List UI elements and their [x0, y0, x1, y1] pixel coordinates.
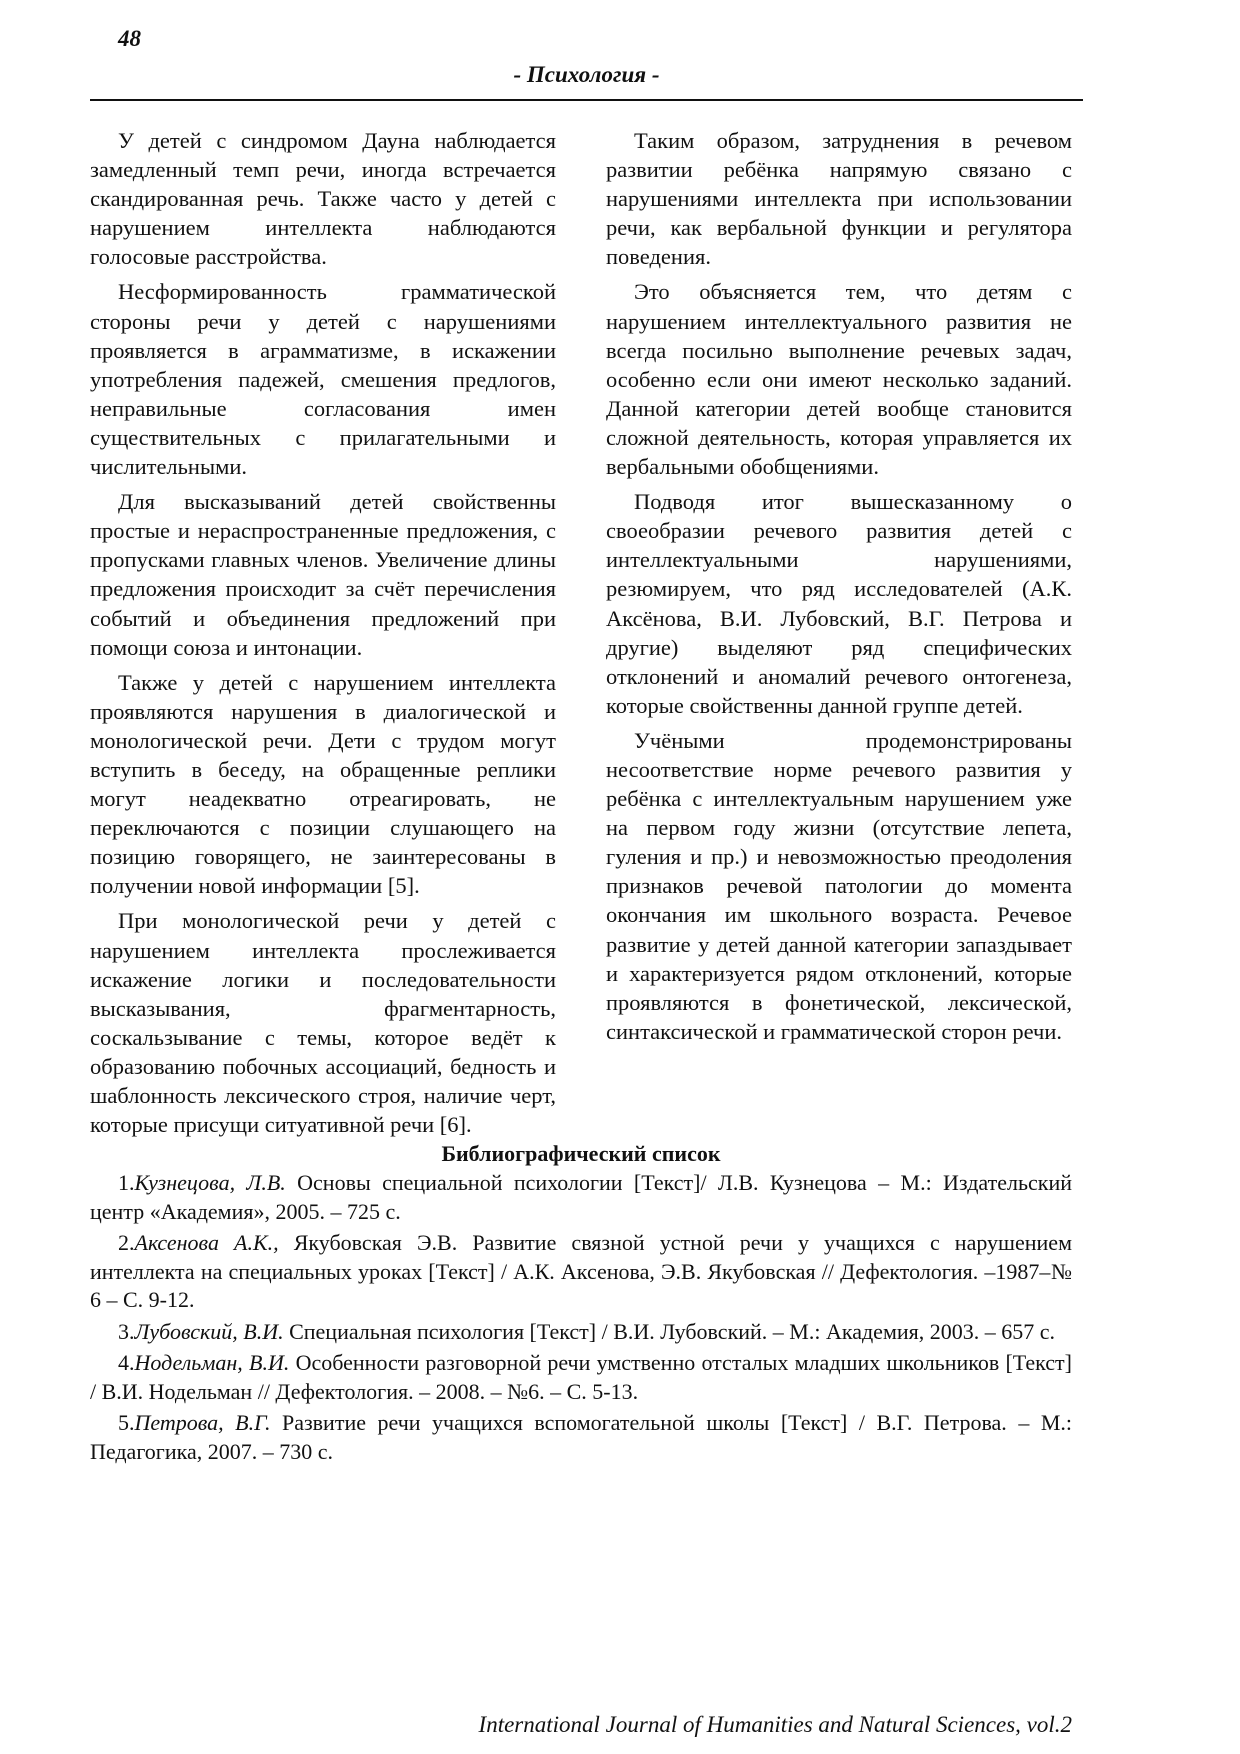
bibliography-item-number: 2.: [118, 1230, 135, 1255]
bibliography-item-text: Якубовская Э.В. Развитие связной устной речи у учащихся с нарушением интеллекта на специальных уроках [Текст] / А.К. Аксенова, Э.В. Якубовская // Дефектология. –1987–№ 6 – С. 9-12.: [90, 1230, 1072, 1312]
header-rule: [90, 99, 1083, 101]
page-number: 48: [118, 26, 141, 51]
bibliography-item-text: Особенности разговорной речи умственно отсталых младших школьников [Текст] / В.И. Нодельман // Дефектология. – 2008. – №6. – С. 5-13.: [90, 1350, 1072, 1404]
paragraph: Это объясняется тем, что детям с нарушением интеллектуального развития не всегда посильно выполнение речевых задач, особенно если они имеют несколько заданий. Данной категории детей вообще становится сложной деятельность, которая управляется их вербальными обобщениями.: [606, 279, 1072, 480]
bibliography-item-number: 1.: [118, 1170, 135, 1195]
bibliography-item-text: Основы специальной психологии [Текст]/ Л.В. Кузнецова – М.: Издательский центр «Академия», 2005. – 725 с.: [90, 1170, 1072, 1224]
paragraph: Также у детей с нарушением интеллекта проявляются нарушения в диалогической и монологической речи. Дети с трудом могут вступить в беседу, на обращенные реплики могут неадекватно отреагировать, не переключаются с позиции слушающего на позицию говорящего, не заинтересованы в получении новой информации [5].: [90, 669, 556, 899]
paragraph: При монологической речи у детей с нарушением интеллекта прослеживается искажение логики и последовательности высказывания, фрагментарность, соскальзывание с темы, которое ведёт к образованию побочных ассоциаций, бедность и шаблонность лексического строя, наличие черт, которые присущи ситуативной речи [6].: [90, 908, 556, 1138]
bibliography-item-author: Аксенова А.К.,: [134, 1230, 279, 1255]
bibliography-item-number: 4.: [118, 1350, 135, 1375]
journal-footer: International Journal of Humanities and Natural Sciences, vol.2: [478, 1712, 1072, 1737]
bibliography-item: [90, 1409, 1072, 1466]
paragraph: Для высказываний детей свойственны простые и нераспространенные предложения, с пропусками главных членов. Увеличение длины предложения происходит за счёт перечисления событий и объединения предложений при помощи союза и интонации.: [90, 489, 556, 660]
bibliography-item: [90, 1318, 1072, 1347]
paragraph: Учёными продемонстрированы несоответствие норме речевого развития у ребёнка с интеллектуальным нарушением уже на первом году жизни (отсутствие лепета, гуления и пр.) и невозможностью преодоления признаков речевой патологии до момента окончания им школьного возраста. Речевое развитие у детей данной категории запаздывает и характеризуется рядом отклонений, которые проявляются в фонетической, лексической, синтаксической и грамматической сторон речи.: [606, 727, 1072, 1044]
bibliography-item-author: Кузнецова, Л.В.: [134, 1170, 286, 1195]
paragraph: Несформированность грамматической стороны речи у детей с нарушениями проявляется в аграмматизме, в искажении употребления падежей, смешения предлогов, неправильные согласования имен существительных с прилагательными и числительными.: [90, 279, 556, 480]
bibliography-item: [90, 1349, 1072, 1406]
bibliography-item-author: Нодельман, В.И.: [134, 1350, 290, 1375]
paragraph: Подводя итог вышесказанному о своеобразии речевого развития детей с интеллектуальными нарушениями, резюмируем, что ряд исследователей (А.К. Аксёнова, В.И. Лубовский, В.Г. Петрова и другие) выделяют ряд специфических отклонений и аномалий речевого онтогенеза, которые свойственны данной группе детей.: [606, 489, 1072, 718]
section-title: - Психология -: [513, 62, 660, 87]
bibliography-item-number: 5.: [118, 1410, 135, 1435]
paragraph: Таким образом, затруднения в речевом развитии ребёнка напрямую связано с нарушениями интеллекта при использовании речи, как вербальной функции и регулятора поведения.: [606, 128, 1072, 270]
bibliography-item: [90, 1169, 1072, 1226]
paragraph: У детей с синдромом Дауна наблюдается замедленный темп речи, иногда встречается скандированная речь. Также часто у детей с нарушением интеллекта наблюдаются голосовые расстройства.: [90, 128, 556, 270]
bibliography-item-author: Петрова, В.Г.: [134, 1410, 271, 1435]
article-body: [90, 126, 1072, 1140]
bibliography-list: [90, 1169, 1072, 1469]
bibliography-item-text: Специальная психология [Текст] / В.И. Лубовский. – М.: Академия, 2003. – 657 с.: [283, 1318, 1056, 1344]
bibliography-item-author: Лубовский, В.И.: [134, 1318, 284, 1344]
bibliography-item-number: 3.: [118, 1318, 135, 1344]
bibliography-title: Библиографический список: [441, 1141, 721, 1166]
bibliography-item-text: Развитие речи учащихся вспомогательной школы [Текст] / В.Г. Петрова. – М.: Педагогика, 2007. – 730 с.: [90, 1410, 1073, 1464]
bibliography-item: [90, 1229, 1072, 1315]
